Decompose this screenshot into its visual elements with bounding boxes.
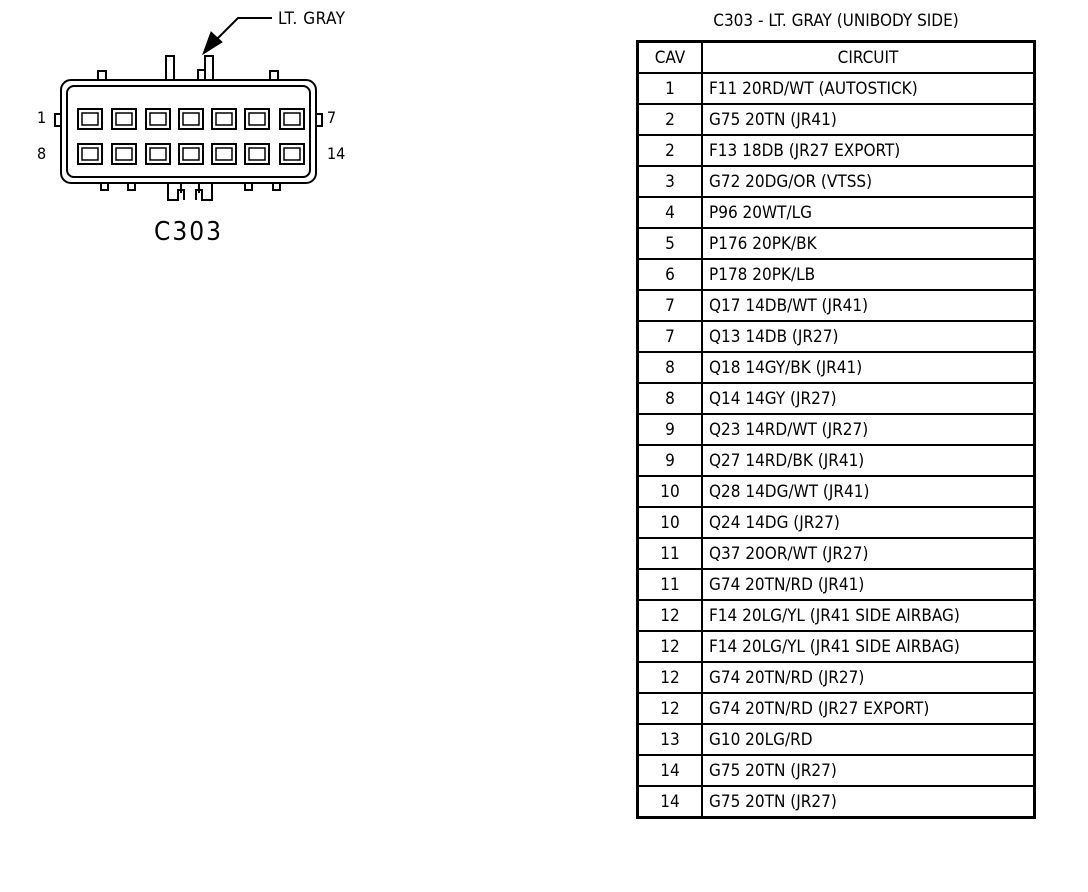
circuit-cell: Q13 14DB (JR27) bbox=[702, 321, 1035, 352]
connector-id-label: C303 bbox=[154, 217, 223, 247]
table-row bbox=[638, 290, 1035, 321]
circuit-cell: Q18 14GY/BK (JR41) bbox=[702, 352, 1035, 383]
table-row bbox=[638, 414, 1035, 445]
pinout-table bbox=[636, 40, 1036, 819]
table-row bbox=[638, 538, 1035, 569]
pin-label-14: 14 bbox=[327, 144, 346, 163]
circuit-cell: Q23 14RD/WT (JR27) bbox=[702, 414, 1035, 445]
bottom-nub-1 bbox=[101, 183, 108, 190]
cav-cell: 2 bbox=[638, 135, 703, 166]
cav-cell: 13 bbox=[638, 724, 703, 755]
bottom-nub-3 bbox=[245, 183, 252, 190]
circuit-cell: P176 20PK/BK bbox=[702, 228, 1035, 259]
cav-cell: 14 bbox=[638, 786, 703, 818]
table-row bbox=[638, 507, 1035, 538]
top-tab-left bbox=[166, 56, 174, 80]
circuit-cell: G74 20TN/RD (JR27) bbox=[702, 662, 1035, 693]
circuit-cell: G75 20TN (JR41) bbox=[702, 104, 1035, 135]
pinout-table-body bbox=[638, 73, 1035, 818]
cav-cell: 12 bbox=[638, 631, 703, 662]
cav-cell: 5 bbox=[638, 228, 703, 259]
cav-cell: 12 bbox=[638, 600, 703, 631]
side-nub-right bbox=[316, 114, 322, 126]
callout-leader-line bbox=[216, 18, 272, 40]
cav-cell: 12 bbox=[638, 693, 703, 724]
connector-color-label: LT. GRAY bbox=[278, 9, 346, 29]
circuit-cell: Q27 14RD/BK (JR41) bbox=[702, 445, 1035, 476]
cav-cell: 10 bbox=[638, 476, 703, 507]
cav-cell: 3 bbox=[638, 166, 703, 197]
table-row bbox=[638, 197, 1035, 228]
circuit-cell: G74 20TN/RD (JR41) bbox=[702, 569, 1035, 600]
circuit-cell: Q14 14GY (JR27) bbox=[702, 383, 1035, 414]
cav-cell: 1 bbox=[638, 73, 703, 104]
table-row bbox=[638, 135, 1035, 166]
top-tab-right bbox=[205, 56, 213, 80]
pin-label-7: 7 bbox=[327, 108, 337, 127]
connector-body-outer bbox=[61, 80, 316, 183]
circuit-cell: G72 20DG/OR (VTSS) bbox=[702, 166, 1035, 197]
table-row bbox=[638, 662, 1035, 693]
circuit-cell: G10 20LG/RD bbox=[702, 724, 1035, 755]
circuit-cell: G74 20TN/RD (JR27 EXPORT) bbox=[702, 693, 1035, 724]
cav-cell: 9 bbox=[638, 414, 703, 445]
side-nub-left bbox=[55, 114, 61, 126]
pin-label-1: 1 bbox=[37, 108, 47, 127]
callout-arrowhead bbox=[203, 32, 222, 54]
table-row bbox=[638, 228, 1035, 259]
cav-column-header: CAV bbox=[638, 42, 703, 74]
table-row bbox=[638, 569, 1035, 600]
cav-cell: 7 bbox=[638, 321, 703, 352]
cav-cell: 7 bbox=[638, 290, 703, 321]
table-row bbox=[638, 321, 1035, 352]
bottom-nub-2 bbox=[128, 183, 135, 190]
circuit-cell: F14 20LG/YL (JR41 SIDE AIRBAG) bbox=[702, 600, 1035, 631]
circuit-cell: Q37 20OR/WT (JR27) bbox=[702, 538, 1035, 569]
cav-cell: 14 bbox=[638, 755, 703, 786]
cav-cell: 8 bbox=[638, 383, 703, 414]
table-title: C303 - LT. GRAY (UNIBODY SIDE) bbox=[713, 11, 959, 31]
bottom-latch bbox=[168, 183, 212, 200]
table-row bbox=[638, 259, 1035, 290]
top-nub-right bbox=[270, 71, 278, 80]
circuit-cell: F14 20LG/YL (JR41 SIDE AIRBAG) bbox=[702, 631, 1035, 662]
cav-cell: 12 bbox=[638, 662, 703, 693]
table-row bbox=[638, 631, 1035, 662]
table-row bbox=[638, 73, 1035, 104]
table-row bbox=[638, 600, 1035, 631]
cav-cell: 6 bbox=[638, 259, 703, 290]
cav-cell: 8 bbox=[638, 352, 703, 383]
cav-cell: 11 bbox=[638, 569, 703, 600]
circuit-cell: Q17 14DB/WT (JR41) bbox=[702, 290, 1035, 321]
pin-label-8: 8 bbox=[37, 144, 47, 163]
circuit-cell: Q24 14DG (JR27) bbox=[702, 507, 1035, 538]
table-row bbox=[638, 755, 1035, 786]
table-row bbox=[638, 352, 1035, 383]
table-row bbox=[638, 476, 1035, 507]
table-row bbox=[638, 786, 1035, 818]
circuit-cell: P96 20WT/LG bbox=[702, 197, 1035, 228]
cav-cell: 10 bbox=[638, 507, 703, 538]
circuit-cell: G75 20TN (JR27) bbox=[702, 755, 1035, 786]
circuit-cell: Q28 14DG/WT (JR41) bbox=[702, 476, 1035, 507]
top-nub-left bbox=[98, 71, 106, 80]
circuit-cell: G75 20TN (JR27) bbox=[702, 786, 1035, 818]
table-row bbox=[638, 445, 1035, 476]
cav-cell: 11 bbox=[638, 538, 703, 569]
table-row bbox=[638, 693, 1035, 724]
table-row bbox=[638, 724, 1035, 755]
bottom-nub-4 bbox=[273, 183, 280, 190]
cav-cell: 4 bbox=[638, 197, 703, 228]
cav-cell: 9 bbox=[638, 445, 703, 476]
table-row bbox=[638, 166, 1035, 197]
top-tab-right-inner bbox=[198, 70, 205, 80]
cav-cell: 2 bbox=[638, 104, 703, 135]
circuit-column-header: CIRCUIT bbox=[702, 42, 1035, 74]
circuit-cell: P178 20PK/LB bbox=[702, 259, 1035, 290]
circuit-cell: F13 18DB (JR27 EXPORT) bbox=[702, 135, 1035, 166]
table-row bbox=[638, 383, 1035, 414]
table-row bbox=[638, 104, 1035, 135]
table-header-row bbox=[638, 42, 1035, 74]
circuit-cell: F11 20RD/WT (AUTOSTICK) bbox=[702, 73, 1035, 104]
